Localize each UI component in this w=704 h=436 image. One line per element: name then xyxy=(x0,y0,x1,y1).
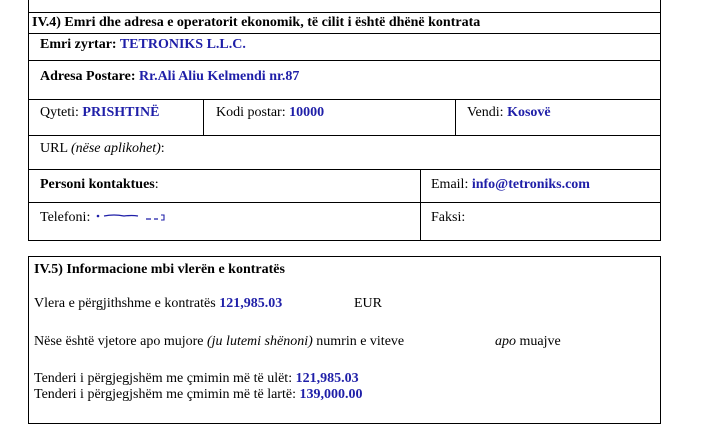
currency: EUR xyxy=(354,296,382,311)
phone-cell: Telefoni: xyxy=(40,210,166,226)
postal-address-row: Adresa Postare: Rr.Ali Aliu Kelmendi nr.87 xyxy=(40,69,300,84)
country-value: Kosovë xyxy=(507,105,551,120)
total-value-row xyxy=(34,296,282,312)
lowest-tender-value: 121,985.03 xyxy=(295,371,359,386)
postal-code-cell: Kodi postar: 10000 xyxy=(216,105,325,120)
url-label: URL xyxy=(40,141,68,156)
official-name-row: Emri zyrtar: TETRONIKS L.L.C. xyxy=(40,37,246,52)
country-cell: Vendi: Kosovë xyxy=(467,105,551,120)
official-name-label: Emri zyrtar xyxy=(40,37,112,52)
annual-row xyxy=(34,334,404,350)
postal-code-label: Kodi postar xyxy=(216,105,282,120)
annual-or: apo xyxy=(495,334,516,349)
lowest-tender-label: Tenderi i përgjegjshëm me çmimin më të ulët: xyxy=(34,371,293,386)
fax-label: Faksi xyxy=(431,210,462,225)
contact-person-cell: Personi kontaktues: xyxy=(40,177,159,192)
section-5-heading: IV.5) Informacione mbi vlerën e kontratës xyxy=(34,262,285,277)
annual-note: (ju lutemi shënoni) xyxy=(207,334,313,349)
lowest-tender-row xyxy=(34,371,359,387)
url-row: URL (nëse aplikohet): xyxy=(40,141,165,156)
url-note: (nëse aplikohet) xyxy=(70,141,161,156)
postal-code-value: 10000 xyxy=(289,105,325,120)
highest-tender-label: Tenderi i përgjegjshëm me çmimin më të lartë: xyxy=(34,387,296,402)
email-value: info@tetroniks.com xyxy=(471,177,590,192)
postal-address-value: Rr.Ali Aliu Kelmendi nr.87 xyxy=(139,69,300,84)
fax-cell: Faksi: xyxy=(431,210,466,225)
annual-prefix: Nëse është vjetore apo mujore xyxy=(34,334,204,349)
email-label: Email xyxy=(431,177,465,192)
highest-tender-value: 139,000.00 xyxy=(299,387,363,402)
city-label: Qyteti xyxy=(40,105,75,120)
highest-tender-row xyxy=(34,387,362,403)
city-cell: Qyteti: PRISHTINË xyxy=(40,105,160,120)
city-value: PRISHTINË xyxy=(82,105,160,120)
postal-address-label: Adresa Postare xyxy=(40,69,131,84)
total-value: 121,985.03 xyxy=(219,296,283,311)
country-label: Vendi xyxy=(467,105,500,120)
annual-suffix: muajve xyxy=(519,334,561,349)
annual-middle: numrin e viteve xyxy=(316,334,405,349)
phone-label: Telefoni xyxy=(40,210,87,225)
total-value-label: Vlera e përgjithshme e kontratës xyxy=(34,296,216,311)
email-cell: Email: info@tetroniks.com xyxy=(431,177,590,192)
contact-person-label: Personi kontaktues xyxy=(40,177,155,192)
annual-or-row xyxy=(495,334,561,350)
official-name-value: TETRONIKS L.L.C. xyxy=(119,37,246,52)
section-4-heading: IV.4) Emri dhe adresa e operatorit ekonomik, të cilit i është dhënë kontrata xyxy=(32,15,481,30)
redacted-phone-graphic xyxy=(94,212,166,224)
